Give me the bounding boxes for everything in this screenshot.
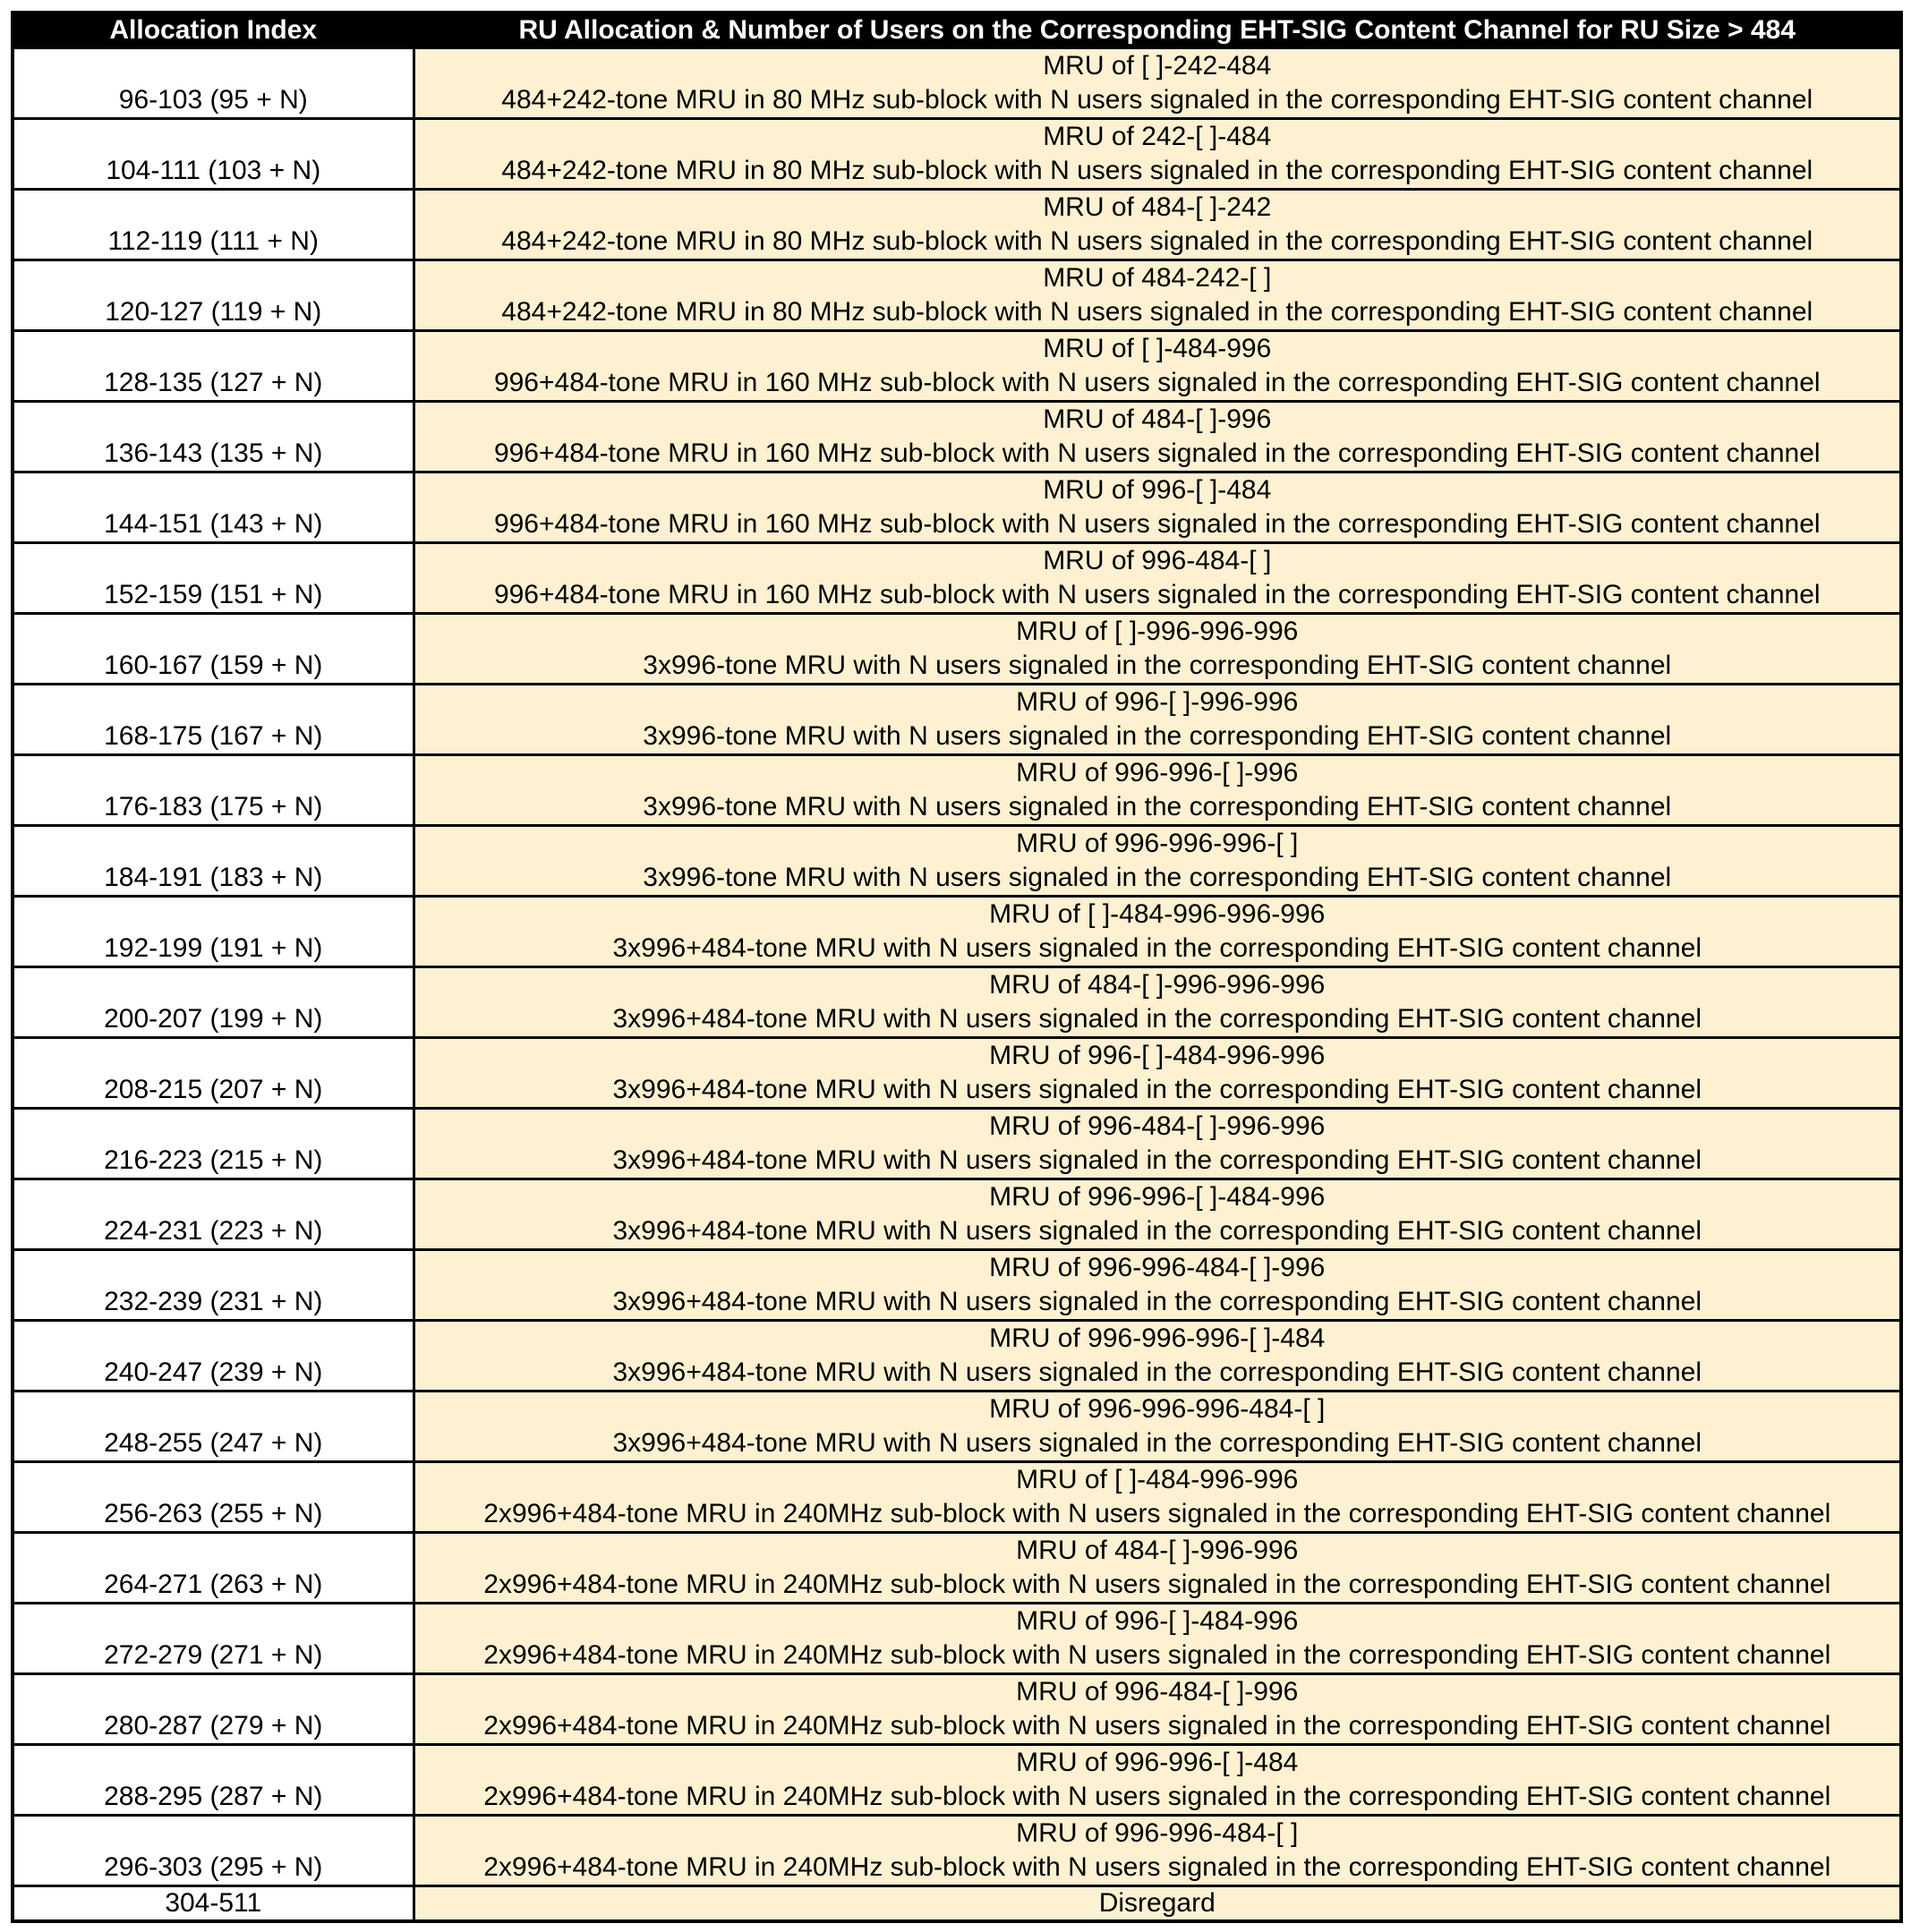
mru-pattern: MRU of 484-[ ]-996-996 [1016,1536,1299,1565]
mru-description: 3x996+484-tone MRU with N users signaled in the corresponding EHT-SIG content channel [612,1004,1702,1034]
table-row [13,1604,1901,1674]
mru-pattern: MRU of 996-484-[ ] [1043,546,1272,575]
allocation-index-cell: 112-119 (111 + N) [13,190,414,260]
table-row [13,543,1901,614]
mru-description: 2x996+484-tone MRU in 240MHz sub-block with N users signaled in the corresponding EHT-SIG content channel [483,1499,1831,1528]
allocation-index-cell: 232-239 (231 + N) [13,1250,414,1321]
ru-allocation-cell [414,472,1901,543]
mru-pattern: MRU of 484-242-[ ] [1043,263,1272,293]
ru-allocation-cell [414,1250,1901,1321]
allocation-index-cell: 128-135 (127 + N) [13,331,414,402]
allocation-index-cell: 304-511 [13,1886,414,1922]
allocation-index-cell: 104-111 (103 + N) [13,119,414,190]
mru-description: 3x996+484-tone MRU with N users signaled in the corresponding EHT-SIG content channel [612,1145,1702,1175]
ru-allocation-cell [414,1462,1901,1533]
table-row [13,755,1901,826]
allocation-index-cell: 208-215 (207 + N) [13,1038,414,1109]
mru-description: 3x996-tone MRU with N users signaled in the corresponding EHT-SIG content channel [643,863,1672,892]
ru-allocation-cell [414,402,1901,472]
ru-allocation-cell [414,1745,1901,1816]
ru-allocation-cell [414,685,1901,755]
mru-pattern: MRU of 996-484-[ ]-996-996 [989,1111,1326,1141]
ru-allocation-table-container [11,11,1899,1923]
header-ru-allocation: RU Allocation & Number of Users on the Corresponding EHT-SIG Content Channel for RU Size > 484 [414,13,1901,48]
table-row [13,897,1901,967]
mru-pattern: MRU of 242-[ ]-484 [1043,122,1272,151]
mru-pattern: MRU of 484-[ ]-996 [1043,404,1272,434]
mru-description: 484+242-tone MRU in 80 MHz sub-block with N users signaled in the corresponding EHT-SIG content channel [501,85,1813,115]
table-row [13,1392,1901,1462]
table-row [13,826,1901,897]
mru-description: 2x996+484-tone MRU in 240MHz sub-block with N users signaled in the corresponding EHT-SIG content channel [483,1852,1831,1882]
allocation-index-cell: 168-175 (167 + N) [13,685,414,755]
ru-allocation-cell [414,543,1901,614]
table-row [13,1816,1901,1886]
mru-pattern: MRU of 996-[ ]-484 [1043,475,1272,505]
allocation-index-cell: 248-255 (247 + N) [13,1392,414,1462]
table-row [13,967,1901,1038]
ru-allocation-cell [414,1321,1901,1392]
mru-pattern: MRU of 996-996-[ ]-996 [1016,758,1299,787]
allocation-index-cell: 144-151 (143 + N) [13,472,414,543]
mru-pattern: MRU of 996-996-[ ]-484 [1016,1748,1299,1777]
table-row [13,331,1901,402]
mru-pattern: MRU of 484-[ ]-996-996-996 [989,970,1326,1000]
table-row [13,1179,1901,1250]
ru-allocation-cell [414,1816,1901,1886]
table-header-row [13,13,1901,48]
table-row-disregard [13,1886,1901,1922]
allocation-index-cell: 160-167 (159 + N) [13,614,414,685]
table-row [13,1250,1901,1321]
mru-description: 2x996+484-tone MRU in 240MHz sub-block with N users signaled in the corresponding EHT-SIG content channel [483,1782,1831,1811]
ru-allocation-cell [414,1038,1901,1109]
mru-pattern: MRU of [ ]-484-996-996-996 [989,899,1326,929]
table-row [13,614,1901,685]
table-row [13,190,1901,260]
table-row [13,260,1901,331]
ru-allocation-cell [414,826,1901,897]
mru-description: 996+484-tone MRU in 160 MHz sub-block with N users signaled in the corresponding EHT-SIG content channel [493,509,1821,539]
disregard-cell: Disregard [414,1886,1901,1922]
ru-allocation-cell [414,1179,1901,1250]
ru-allocation-cell [414,967,1901,1038]
mru-description: 484+242-tone MRU in 80 MHz sub-block with N users signaled in the corresponding EHT-SIG content channel [501,156,1813,185]
table-row [13,1462,1901,1533]
table-row [13,472,1901,543]
mru-description: 996+484-tone MRU in 160 MHz sub-block with N users signaled in the corresponding EHT-SIG content channel [493,438,1821,468]
ru-allocation-cell [414,119,1901,190]
table-row [13,402,1901,472]
ru-allocation-cell [414,331,1901,402]
allocation-index-cell: 296-303 (295 + N) [13,1816,414,1886]
mru-description: 3x996-tone MRU with N users signaled in the corresponding EHT-SIG content channel [643,721,1672,751]
allocation-index-cell: 184-191 (183 + N) [13,826,414,897]
mru-pattern: MRU of 996-996-484-[ ] [1016,1818,1299,1848]
allocation-index-cell: 280-287 (279 + N) [13,1674,414,1745]
ru-allocation-cell [414,1109,1901,1179]
mru-pattern: MRU of 996-996-[ ]-484-996 [989,1182,1326,1212]
allocation-index-cell: 240-247 (239 + N) [13,1321,414,1392]
mru-pattern: MRU of 996-996-484-[ ]-996 [989,1253,1326,1282]
mru-description: 484+242-tone MRU in 80 MHz sub-block with N users signaled in the corresponding EHT-SIG content channel [501,297,1813,327]
allocation-index-cell: 256-263 (255 + N) [13,1462,414,1533]
mru-description: 2x996+484-tone MRU in 240MHz sub-block with N users signaled in the corresponding EHT-SIG content channel [483,1640,1831,1670]
mru-description: 3x996+484-tone MRU with N users signaled in the corresponding EHT-SIG content channel [612,1075,1702,1104]
mru-description: 2x996+484-tone MRU in 240MHz sub-block with N users signaled in the corresponding EHT-SIG content channel [483,1570,1831,1599]
mru-description: 3x996-tone MRU with N users signaled in the corresponding EHT-SIG content channel [643,792,1672,821]
allocation-index-cell: 272-279 (271 + N) [13,1604,414,1674]
mru-description: 3x996-tone MRU with N users signaled in the corresponding EHT-SIG content channel [643,651,1672,680]
ru-allocation-cell [414,48,1901,119]
ru-allocation-table [11,11,1903,1923]
table-row [13,119,1901,190]
mru-description: 3x996+484-tone MRU with N users signaled in the corresponding EHT-SIG content channel [612,1428,1702,1458]
mru-description: 2x996+484-tone MRU in 240MHz sub-block with N users signaled in the corresponding EHT-SIG content channel [483,1711,1831,1741]
ru-allocation-cell [414,260,1901,331]
table-row [13,1038,1901,1109]
allocation-index-cell: 152-159 (151 + N) [13,543,414,614]
ru-allocation-cell [414,1604,1901,1674]
table-body [13,48,1901,1922]
mru-pattern: MRU of [ ]-484-996-996 [1016,1465,1299,1494]
ru-allocation-cell [414,1392,1901,1462]
allocation-index-cell: 288-295 (287 + N) [13,1745,414,1816]
mru-description: 3x996+484-tone MRU with N users signaled in the corresponding EHT-SIG content channel [612,933,1702,963]
allocation-index-cell: 120-127 (119 + N) [13,260,414,331]
allocation-index-cell: 264-271 (263 + N) [13,1533,414,1604]
header-allocation-index: Allocation Index [13,13,414,48]
ru-allocation-cell [414,897,1901,967]
mru-pattern: MRU of [ ]-484-996 [1043,334,1272,363]
mru-pattern: MRU of 996-[ ]-484-996 [1016,1606,1299,1636]
ru-allocation-cell [414,1533,1901,1604]
allocation-index-cell: 136-143 (135 + N) [13,402,414,472]
mru-description: 484+242-tone MRU in 80 MHz sub-block with N users signaled in the corresponding EHT-SIG content channel [501,226,1813,256]
ru-allocation-cell [414,190,1901,260]
mru-description: 3x996+484-tone MRU with N users signaled in the corresponding EHT-SIG content channel [612,1287,1702,1316]
allocation-index-cell: 200-207 (199 + N) [13,967,414,1038]
mru-description: 996+484-tone MRU in 160 MHz sub-block with N users signaled in the corresponding EHT-SIG content channel [493,580,1821,609]
mru-description: 3x996+484-tone MRU with N users signaled in the corresponding EHT-SIG content channel [612,1216,1702,1246]
ru-allocation-cell [414,755,1901,826]
table-row [13,1109,1901,1179]
mru-pattern: MRU of 996-[ ]-484-996-996 [989,1041,1326,1070]
table-row [13,685,1901,755]
table-row [13,1321,1901,1392]
table-row [13,1745,1901,1816]
table-row [13,1533,1901,1604]
allocation-index-cell: 96-103 (95 + N) [13,48,414,119]
table-row [13,1674,1901,1745]
mru-description: 996+484-tone MRU in 160 MHz sub-block with N users signaled in the corresponding EHT-SIG content channel [493,368,1821,397]
mru-pattern: MRU of 996-996-996-484-[ ] [989,1394,1326,1424]
mru-pattern: MRU of [ ]-242-484 [1043,51,1272,81]
mru-description: 3x996+484-tone MRU with N users signaled in the corresponding EHT-SIG content channel [612,1358,1702,1387]
mru-pattern: MRU of 996-484-[ ]-996 [1016,1677,1299,1706]
allocation-index-cell: 176-183 (175 + N) [13,755,414,826]
mru-pattern: MRU of 996-996-996-[ ]-484 [989,1323,1326,1353]
allocation-index-cell: 192-199 (191 + N) [13,897,414,967]
allocation-index-cell: 224-231 (223 + N) [13,1179,414,1250]
mru-pattern: MRU of 996-996-996-[ ] [1016,829,1299,858]
mru-pattern: MRU of 996-[ ]-996-996 [1016,687,1299,717]
allocation-index-cell: 216-223 (215 + N) [13,1109,414,1179]
mru-pattern: MRU of [ ]-996-996-996 [1016,617,1299,646]
table-row [13,48,1901,119]
ru-allocation-cell [414,614,1901,685]
mru-pattern: MRU of 484-[ ]-242 [1043,192,1272,222]
ru-allocation-cell [414,1674,1901,1745]
